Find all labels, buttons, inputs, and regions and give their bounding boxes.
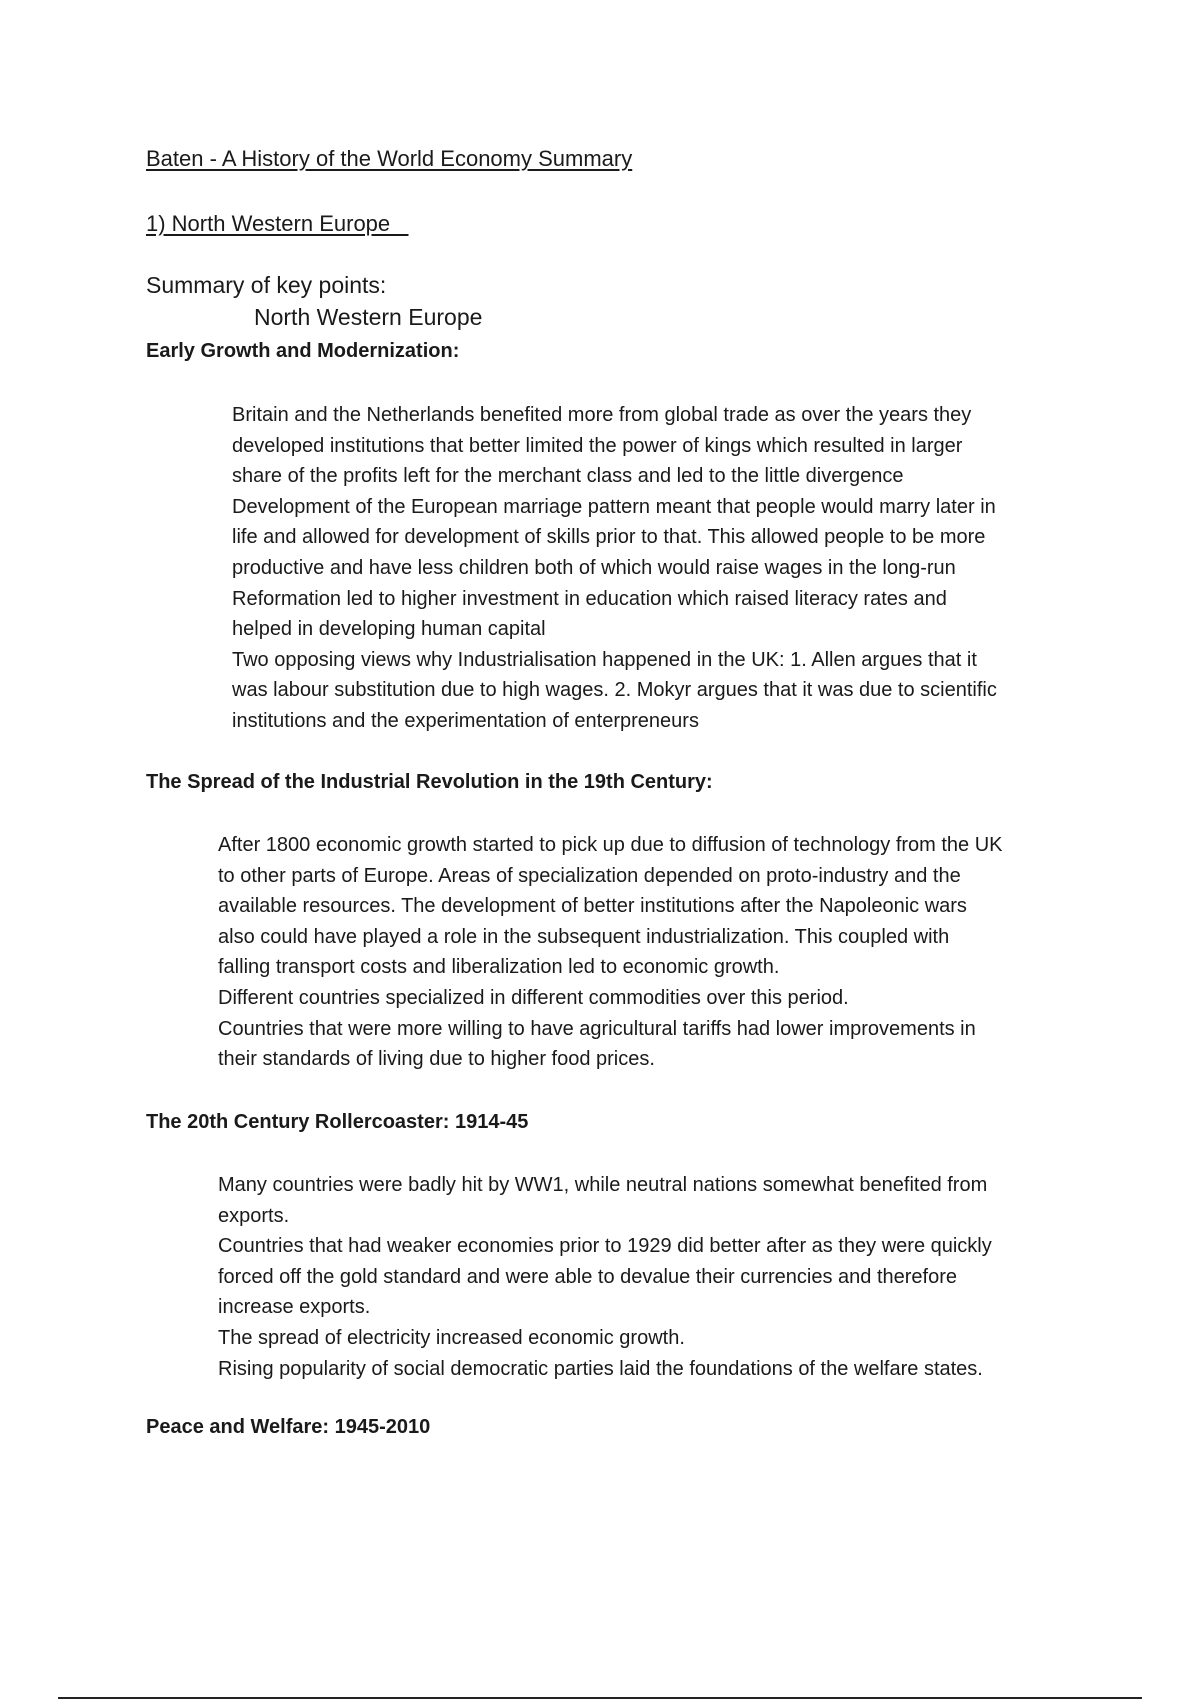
text-line: life and allowed for development of skills prior to that. This allowed people to be more (232, 526, 986, 549)
text-line: productive and have less children both of which would raise wages in the long-run (232, 556, 956, 579)
text-line: Britain and the Netherlands benefited more from global trade as over the years they (232, 404, 972, 426)
text-line: The spread of electricity increased economic growth. (218, 1326, 685, 1349)
text-line: share of the profits left for the merchant class and led to the little divergence (232, 465, 904, 488)
section-heading: 1) North Western Europe (146, 211, 409, 236)
text-line: Rising popularity of social democratic parties laid the foundations of the welfare states. (218, 1357, 983, 1380)
text-line: was labour substitution due to high wages. 2. Mokyr argues that it was due to scientific (232, 679, 997, 702)
footer-divider (58, 1697, 1142, 1699)
text-line: exports. (218, 1204, 290, 1227)
text-line: institutions and the experimentation of enterpreneurs (232, 709, 699, 732)
summary-subtitle: North Western Europe (254, 304, 483, 330)
subheading-industrial-revolution: The Spread of the Industrial Revolution in the 19th Century: (146, 771, 713, 793)
early-growth-text (232, 400, 997, 737)
text-line: their standards of living due to higher food prices. (218, 1048, 655, 1071)
subheading-peace-welfare: Peace and Welfare: 1945-2010 (146, 1416, 431, 1438)
subheading-20th-century: The 20th Century Rollercoaster: 1914-45 (146, 1111, 529, 1133)
text-line: Countries that had weaker economies prior to 1929 did better after as they were quickly (218, 1235, 992, 1258)
text-line: Different countries specialized in different commodities over this period. (218, 986, 849, 1009)
text-line: available resources. The development of better institutions after the Napoleonic wars (218, 895, 967, 918)
text-line: developed institutions that better limited the power of kings which resulted in larger (232, 434, 963, 457)
document-title: Baten - A History of the World Economy Summary (146, 146, 633, 171)
summary-label: Summary of key points: (146, 272, 387, 298)
text-line: Development of the European marriage pattern meant that people would marry later in (232, 495, 996, 518)
text-line: to other parts of Europe. Areas of specialization depended on proto-industry and the (218, 864, 961, 887)
text-line: Reformation led to higher investment in education which raised literacy rates and (232, 587, 947, 610)
text-line: forced off the gold standard and were able to devalue their currencies and therefore (218, 1265, 957, 1288)
text-line: Many countries were badly hit by WW1, while neutral nations somewhat benefited from (218, 1174, 988, 1196)
text-line: Two opposing views why Industrialisation happened in the UK: 1. Allen argues that it (232, 648, 977, 671)
text-line: Countries that were more willing to have agricultural tariffs had lower improvements in (218, 1017, 976, 1040)
text-line: helped in developing human capital (232, 618, 546, 641)
text-line: After 1800 economic growth started to pick up due to diffusion of technology from the UK (218, 834, 1003, 856)
text-line: increase exports. (218, 1296, 371, 1319)
subheading-early-growth: Early Growth and Modernization: (146, 340, 460, 362)
text-line: falling transport costs and liberalization led to economic growth. (218, 956, 780, 979)
20th-century-text (218, 1170, 992, 1384)
industrial-revolution-text (218, 830, 1003, 1075)
text-line: also could have played a role in the subsequent industrialization. This coupled with (218, 925, 950, 948)
